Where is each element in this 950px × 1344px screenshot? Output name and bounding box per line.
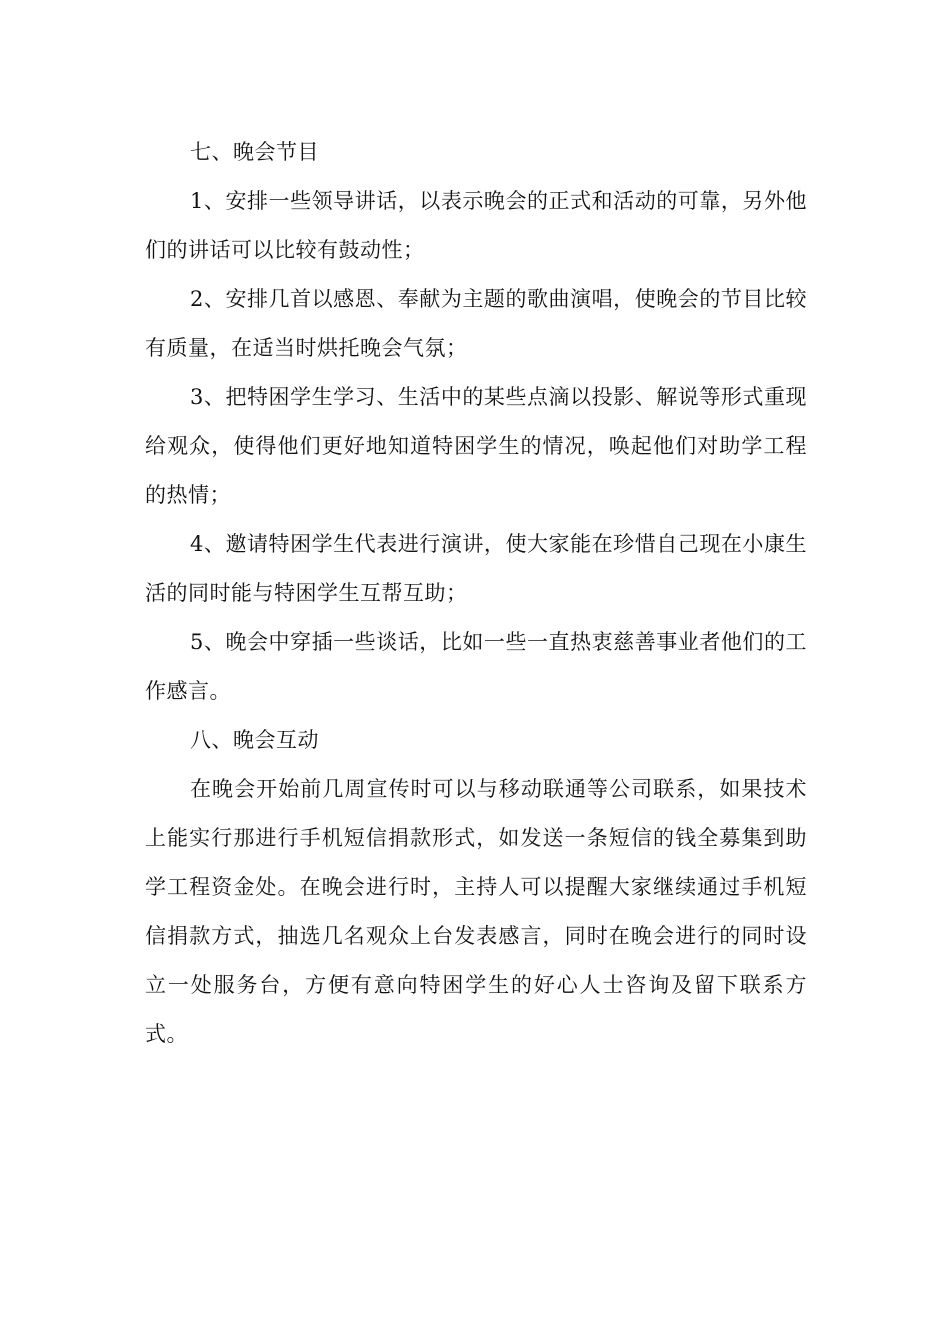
- paragraph-item-3: 3、把特困学生学习、生活中的某些点滴以投影、解说等形式重现给观众，使得他们更好地知道特困学生的情况，唤起他们对助学工程的热情；: [145, 385, 807, 507]
- paragraph-interaction: 在晚会开始前几周宣传时可以与移动联通等公司联系，如果技术上能实行那进行手机短信捐款形式，如发送一条短信的钱全募集到助学工程资金处。在晚会进行时，主持人可以提醒大家继续通过手机短信捐款方式，抽选几名观众上台发表感言，同时在晚会进行的同时设立一处服务台，方便有意向特困学生的好心人士咨询及留下联系方式。: [145, 777, 807, 1046]
- section-heading-interaction: 八、晚会互动: [190, 728, 319, 752]
- paragraph-item-2: 2、安排几首以感恩、奉献为主题的歌曲演唱，使晚会的节目比较有质量，在适当时烘托晚会气氛；: [145, 287, 807, 360]
- paragraph-item-5: 5、晚会中穿插一些谈话，比如一些一直热衷慈善事业者他们的工作感言。: [145, 630, 807, 703]
- section-heading-program: 七、晚会节目: [190, 140, 319, 164]
- paragraph-item-4: 4、邀请特困学生代表进行演讲，使大家能在珍惜自己现在小康生活的同时能与特困学生互帮互助；: [145, 532, 807, 605]
- paragraph-item-1: 1、安排一些领导讲话，以表示晚会的正式和活动的可靠，另外他们的讲话可以比较有鼓动性；: [145, 189, 807, 262]
- document-body: [145, 128, 807, 1059]
